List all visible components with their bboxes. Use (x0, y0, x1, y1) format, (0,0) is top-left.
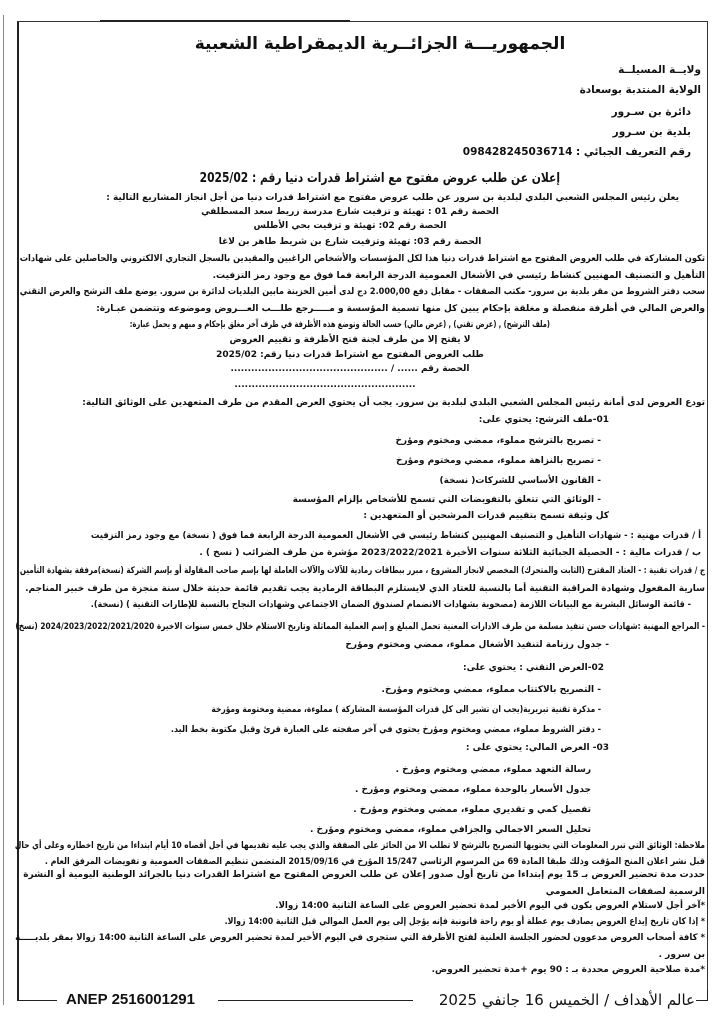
participation-paragraph-line: التأهيل و التصنيف المهنيين كنشاط رئيسي في الأشغال العمومية الدرجة الرابعة فما فوق مع وجود رمز التزفيت. (212, 271, 705, 281)
technical-capacities-cont: سارية المفعول وشهادة المراقبة التقنية أما بالنسبة للعتاد الذي لايستلزم البطاقة الرمادية يجب تقديم قائمة حديثة خلال سنة منجزة من طرف خبير المناجم. (25, 584, 705, 594)
envelope-dots: ..................................................... (234, 380, 416, 390)
candidacy-item: - الوثائق التي تتعلق بالتفويضات التي تسمح للأشخاص بإلزام المؤسسة (292, 495, 601, 505)
capacities-heading: كل وثيقة تسمح بتقييم قدرات المرشحين أو المتعهدين : (363, 511, 609, 521)
lot-2: الحصة رقم 02: تهيئة و تزفيت بحي الأطلس (253, 221, 447, 231)
financial-offer-heading: 03- العرض المالي: يحتوي على : (465, 743, 609, 753)
technical-capacities: ج / قدرات تقنية : - العتاد المقترح (الثابت والمتحرك) المخصص لانجاز المشروع ، مبرر ببطاقات رمادية للآلات والآلات العاملة لها بإسم صاحب المقاولة أو بإسم الشركة (نسخة)مرفقة بشهادة التأمين (19, 566, 705, 576)
note-line: *مدة صلاحية العروض محددة بـ : 90 يوم +مدة تحضير العروض. (431, 965, 705, 975)
technical-offer-item: - دفتر الشروط مملوء، ممضي ومختوم ومؤرخ يحتوي في آخر صفحته على العبارة قرئ وقبل مكتوبة بخط اليد. (170, 725, 602, 735)
envelope-reference: طلب العروض المفتوح مع اشتراط قدرات دنيا رقم: 2025/02 (216, 350, 484, 360)
lot-1: الحصة رقم 01 : تهيئة و تزفيت شارع مدرسة زريط سعد المسطلفي (201, 207, 499, 217)
note-line: * كافة أصحاب العروض مدعوون لحضور الجلسة العلنية لفتح الأظرفة التي ستجرى في اليوم الأخير لمدة تحضير العروض على الساعة الثانية 14:00 زوالا بمقر بلديـــــة (15, 933, 705, 943)
candidacy-heading: 01-ملف الترشح: يحتوي على: (478, 415, 609, 425)
financial-offer-item: جدول الأسعار بالوحدة مملوء، ممضي ومختوم ومؤرخ . (354, 785, 591, 795)
participation-paragraph-line: سحب دفتر الشروط من مقر بلدية بن سرور- مكتب الصفقات - مقابل دفع 2.000,00 دج لدى أمين الخزينة مابين البلديات لدائرة بن سرور. يوضع ملف الترشح والعرض التقني (19, 287, 705, 297)
technical-offer-heading: 02-العرض التقني : يحتوي على: (462, 663, 604, 673)
anep-reference: ANEP 2516001291 (66, 991, 195, 1008)
note-line: * إذا كان تاريخ إيداع العروض يصادف يوم عطلة أو يوم راحة قانونية فإنه يؤجل إلى يوم العمل الموالي قبل الثانية 14:00 زوالا. (224, 917, 705, 927)
technical-offer-item: - التصريح بالاكتتاب مملوء، ممضي ومختوم ومؤرخ. (381, 685, 601, 695)
participation-paragraph-line: والعرض المالي في أظرفة منفصلة و مغلقة بإحكام يبين كل منها تسمية المؤسسة و مـــــرجع طلـــب العـــروض وموضوعه وتتضمن عبـارة: (96, 304, 705, 314)
participation-paragraph-line: تكون المشاركة في طلب العروض المفتوح مع اشتراط قدرات دنيا هذا لكل المؤسسات والأشخاص الراغبين والمقيدين بالسجل التجاري الالكتروني والحاصلين على شهادات (19, 254, 705, 264)
delegated-wilaya: الولاية المنتدبة بوسعادة (579, 84, 701, 96)
footer-rule (218, 1000, 413, 1001)
frame-border-right (707, 21, 708, 1001)
note-line: حددت مدة تحضير العروض بـ 15 يوم إبتداءا من تاريخ أول صدور إعلان عن طلب العروض المفتوح مع اشتراط القدرات دنيا بالجرائد الوطنية اليومية أو النشرة (23, 870, 705, 880)
envelope-lot: الحصة رقم ...... / .............................................. (230, 364, 470, 374)
commune: بلدية بن سـرور (612, 126, 691, 138)
candidacy-item: - القانون الأساسي للشركات( نسخة) (439, 476, 601, 486)
deposit-instruction: تودع العروض لدى أمانة رئيس المجلس الشعبي البلدي لبلدية بن سرور. يجب أن يحتوي العرض المقدم من طرف المتعهدين على الوثائق التالية: (82, 398, 705, 408)
publication-date: عالم الأهداف / الخميس 16 جانفي 2025 (438, 991, 695, 1009)
note-line: ملاحظة: الوثائق التي تبرر المعلومات التي يحتويها التصريح بالترشح لا تطلب الا من الحائز على الصفقة والذي يجب عليه تقديمها في أجل أقصاه 10 أيام ابتداءا من تاريخ اخطاره وعلى أي حال (14, 841, 706, 851)
page-title: الجمهوريـــة الجزائــرية الديمقراطية الشعبية (194, 34, 566, 54)
footer-rule (707, 990, 708, 1001)
wilaya: ولايــة المسيلــة (618, 64, 701, 76)
professional-capacities: أ / قدرات مهنية : - شهادات التأهيل و التصنيف المهنيين كنشاط رئيسي في الأشغال العمومية الدرجة الرابعة فما فوق ( نسخة) مع وجود رمز التزفيت (90, 531, 701, 541)
announcement-intro: يعلن رئيس المجلس الشعبي البلدي لبلدية بن سرور عن طلب عروض مفتوح مع اشتراط قدرات دنيا من أجل انجاز المشاريع التالية : (106, 193, 679, 203)
envelope-instruction: لا يفتح إلا من طرف لجنة فتح الأظرفة و تقييم العروض (229, 335, 471, 345)
announcement-title: إعلان عن طلب عروض مفتوح مع اشتراط قدرات دنيا رقم : 2025/02 (199, 171, 560, 186)
professional-references: - المراجع المهنية :شهادات حسن تنفيذ مسلمة من طرف الادارات المعنية تحمل المبلغ و إسم العملية المماثلة وتاريخ الاستلام خلال خمس سنوات الاخيرة 2024/2023/2022/2021/2020 (نسخ) (15, 622, 705, 632)
financial-offer-item: تفصيل كمي و تقديري مملوء، ممضي ومختوم ومؤرخ . (353, 805, 591, 815)
frame-border-left (17, 21, 19, 1001)
technical-offer-item: - مذكرة تقنية تبريرية(يجب ان تشير الى كل قدرات المؤسسة المشاركة ) مملوءة، ممضية ومختومة ومؤرخة (211, 705, 601, 715)
financial-offer-item: رسالة التعهد مملوء، ممضي ومختوم ومؤرخ . (395, 765, 591, 775)
work-schedule: - جدول رزنامة لتنفيذ الأشغال مملوء، ممضي ومختوم ومؤرخ (345, 640, 609, 650)
note-line: الرسمية لصفقات المتعامل العمومي (545, 887, 705, 897)
candidacy-item: - تصريح بالترشح مملوء، ممضي ومختوم ومؤرخ (395, 436, 601, 446)
note-line: بن سرور . (658, 950, 705, 960)
lot-3: الحصة رقم 03: تهيئة وتزفيت شارع بن شريط طاهر بن لاغا (218, 237, 482, 247)
envelope-labels: (ملف الترشح) , (عرض تقني) , (عرض مالي) حسب الحالة وتوضع هذه الأظرفة في ظرف آخر مغلق بإحكام و مبهم و يحمل عبارة: (129, 320, 551, 330)
candidacy-item: - تصريح بالنزاهة مملوء، ممضي ومختوم ومؤرخ (395, 456, 601, 466)
note-line: قبل نشر اعلان المنح المؤقت وذلك طبقا المادة 69 من المرسوم الرئاسي 15/247 المؤرخ في 2015/09/16 المتضمن تنظيم الصفقات العمومية و تفويضات المرفق العام . (44, 857, 705, 867)
adjacent-column-border (3, 15, 4, 1005)
daira: دائرة بن سـرور (611, 106, 691, 118)
footer-rule (17, 1000, 57, 1001)
fiscal-id: رقم التعريف الجبائي : 098428245036714 (462, 146, 691, 158)
note-line: *آخر أجل لاستلام العروض يكون في اليوم الأخير لمدة تحضير العروض على الساعة الثانية 14:00 زوالا. (275, 901, 705, 911)
financial-offer-item: تحليل السعر الاجمالي والجزافي مملوء، ممضي ومختوم ومؤرخ . (310, 825, 591, 835)
human-resources: - قائمة الوسائل البشرية مع البيانات اللازمة (مصحوبة بشهادات الانضمام لصندوق الضمان الاجتماعي وشهادات النجاح بالنسبة للإطارات التقنية ) (نسخة). (90, 600, 691, 610)
financial-capacities: ب / قدرات مالية : - الحصيلة الجبائية الثلاثة سنوات الأخيرة 2023/2022/2021 مؤشرة من طرف الضرائب ( نسخ ) . (199, 548, 701, 558)
frame-border-top-accent (100, 20, 350, 22)
